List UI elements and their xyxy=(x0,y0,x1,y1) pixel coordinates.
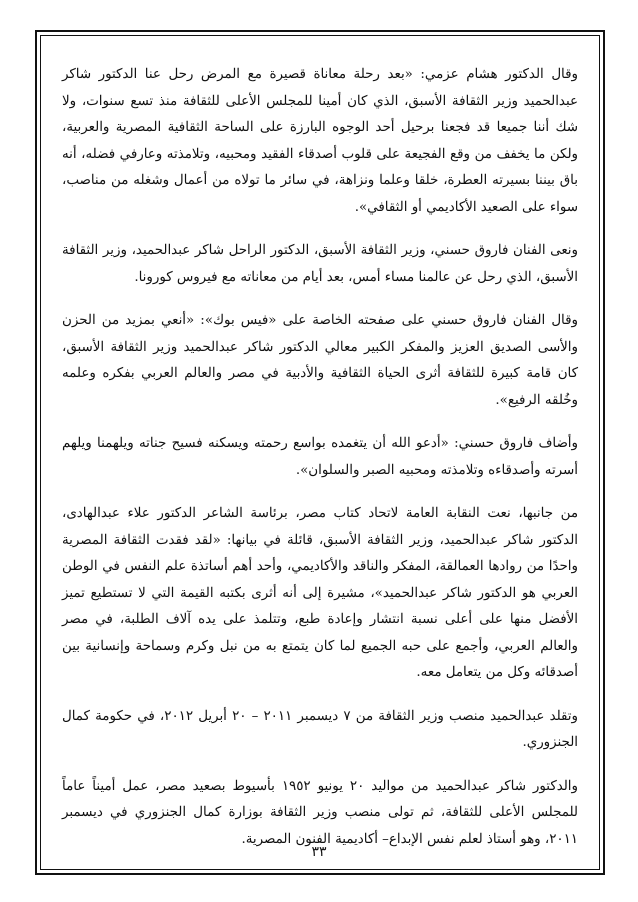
paragraph-writers-union-statement: من جانبها، نعت النقابة العامة لاتحاد كتاب مصر، برئاسة الشاعر الدكتور علاء عبدالهادى، الدكتور شاكر عبدالحميد، وزير الثقافة الأسبق، قائلة في بيانها: «لقد فقدت الثقافة المصرية واحدًا من روادها العمالقة، المفكر والناقد والأكاديمي، وأحد أهم أساتذة علم النفس في الوطن العربي هو الدكتور شاكر عبدالحميد»، مشيرة إلى أنه أثرى بكتبه القيمة التي لا تستطيع تميز الأفضل منها على أعلى نسبة انتشار وإعادة طبع، وتتلمذ على يده آلاف الطلبة، في مصر والعالم العربي، وأجمع على حبه الجميع لما كان يتمتع به من نبل وكرم وسماحة وإنسانية بين أصدقائه وكل من يتعامل معه. xyxy=(62,506,578,680)
paragraph-farouk-hosny-mourning: ونعى الفنان فاروق حسني، وزير الثقافة الأسبق، الدكتور الراحل شاكر عبدالحميد، وزير الثقافة الأسبق، الذي رحل عن عالمنا مساء أمس، بعد أيام من معاناته مع فيروس كورونا. xyxy=(62,243,578,285)
paragraph-biography: والدكتور شاكر عبدالحميد من مواليد ٢٠ يونيو ١٩٥٢ بأسيوط بصعيد مصر، عمل أميناً عاماً للمجلس الأعلى للثقافة، ثم تولى منصب وزير الثقافة بوزارة كمال الجنزوري في ديسمبر ٢٠١١، وهو أستاذ لعلم نفس الإبداع– أكاديمية الفنون المصرية. xyxy=(62,778,578,847)
paragraph-facebook-statement: وقال الفنان فاروق حسني على صفحته الخاصة على «فيس بوك»: «أنعي بمزيد من الحزن والأسى الصديق العزيز والمفكر الكبير معالي الدكتور شاكر عبدالحميد وزير الثقافة الأسبق، كان قامة كبيرة للثقافة أثرى الحياة الثقافية والأدبية في مصر والعالم العربي بفكره وعلمه وخُلقه الرفيع». xyxy=(62,313,578,408)
paragraph-ministry-tenure: وتقلد عبدالحميد منصب وزير الثقافة من ٧ ديسمبر ٢٠١١ – ٢٠ أبريل ٢٠١٢، في حكومة كمال الجنزوري. xyxy=(62,708,578,750)
article-body xyxy=(62,62,578,870)
paragraph-prayer: وأضاف فاروق حسني: «أدعو الله أن يتغمده بواسع رحمته ويسكنه فسيح جناته ويلهمنا ويلهم أسرته وأصدقاءه وتلامذته ومحبيه الصبر والسلوان». xyxy=(62,436,578,478)
page-number: ٣٣ xyxy=(311,844,327,860)
paragraph-hesham-azmi-quote: وقال الدكتور هشام عزمي: «بعد رحلة معاناة قصيرة مع المرض رحل عنا الدكتور شاكر عبدالحميد وزير الثقافة الأسبق، الذي كان أمينا للمجلس الأعلى للثقافة منذ تسع سنوات، ولا شك أننا جميعا قد فجعنا برحيل أحد الوجوه البارزة على الساحة الثقافية المصرية والعربية، ولكن ما يخفف من وقع الفجيعة على قلوب أصدقاء الفقيد ومحبيه، وتلامذته وعارفي فضله، أنه باق بيننا بسيرته العطرة، خلقا وعلما ونزاهة، في سائر ما تولاه من أعمال وشغله من مناصب، سواء على الصعيد الأكاديمي أو الثقافي». xyxy=(62,67,578,215)
